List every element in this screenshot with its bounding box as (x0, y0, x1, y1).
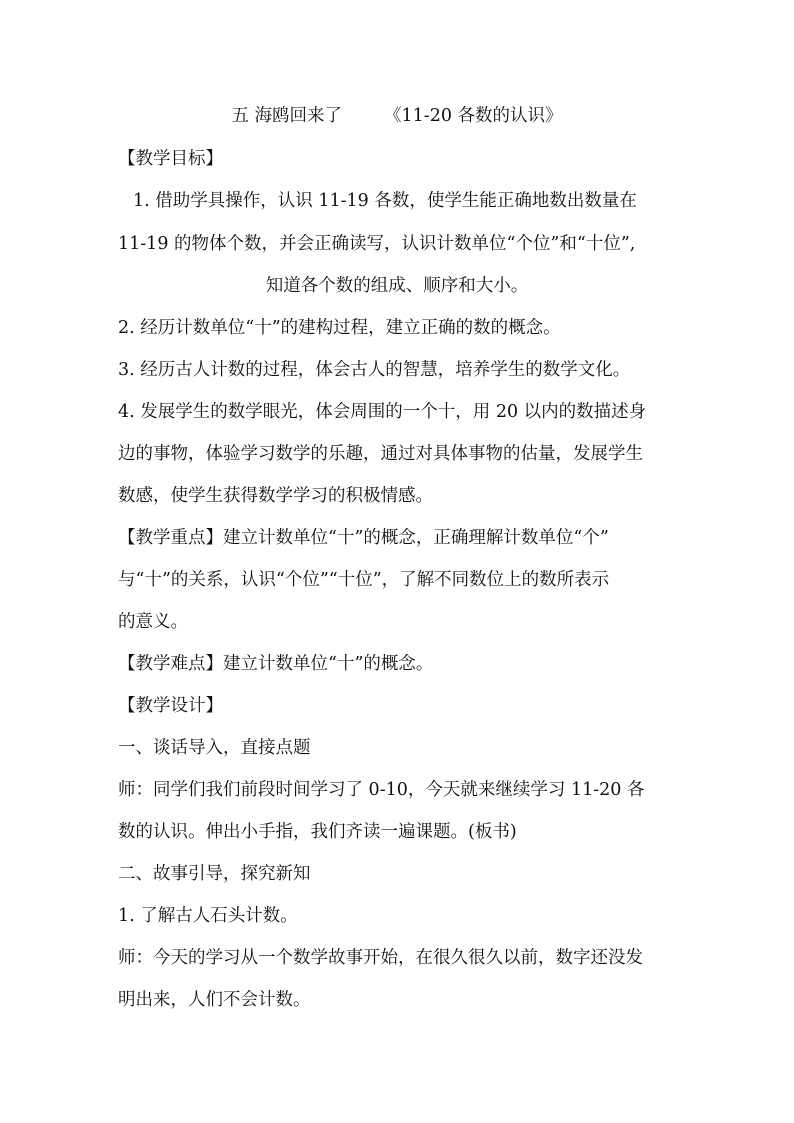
part-1-line-1: 师：同学们我们前段时间学习了 0-10，今天就来继续学习 11-20 各 (118, 780, 645, 800)
objective-3: 3. 经历古人计数的过程，体会古人的智慧，培养学生的数学文化。 (118, 360, 631, 380)
objective-1-line-3: 知道各个数的组成、顺序和大小。 (265, 276, 529, 296)
part-1-heading: 一、谈话导入，直接点题 (118, 738, 311, 758)
difficulty-point: 【教学难点】建立计数单位“十”的概念。 (118, 654, 434, 674)
objective-4-line-1: 4. 发展学生的数学眼光，体会周围的一个十，用 20 以内的数描述身 (118, 402, 647, 422)
design-heading: 【教学设计】 (118, 696, 223, 716)
part-1-line-2: 数的认识。伸出小手指，我们齐读一遍课题。(板书) (118, 822, 517, 842)
key-point-line-3: 的意义。 (118, 612, 188, 632)
title-unit: 五 海鸥回来了 (231, 106, 343, 126)
objective-4-line-2: 边的事物，体验学习数学的乐趣，通过对具体事物的估量，发展学生 (118, 444, 643, 464)
objective-1-line-1: 1. 借助学具操作，认识 11-19 各数，使学生能正确地数出数量在 (133, 191, 637, 211)
part-2-heading: 二、故事引导，探究新知 (118, 864, 311, 884)
objectives-heading: 【教学目标】 (118, 149, 223, 169)
key-point-line-2: 与“十”的关系，认识“个位”“十位”，了解不同数位上的数所表示 (118, 570, 610, 590)
objective-4-line-3: 数感，使学生获得数学学习的积极情感。 (118, 486, 433, 506)
title-lesson: 《11-20 各数的认识》 (384, 106, 563, 126)
part-2-line-2: 明出来，人们不会计数。 (118, 990, 311, 1010)
part-2-line-1: 师：今天的学习从一个数学故事开始，在很久很久以前，数字还没发 (118, 948, 643, 968)
document-title (0, 104, 794, 128)
objective-2: 2. 经历计数单位“十”的建构过程，建立正确的数的概念。 (118, 318, 561, 338)
key-point-line-1: 【教学重点】建立计数单位“十”的概念，正确理解计数单位“个” (118, 528, 609, 548)
objective-1-line-2: 11-19 的物体个数，并会正确读写，认识计数单位“个位”和“十位”, (118, 234, 636, 254)
part-2-item-1: 1. 了解古人石头计数。 (118, 906, 298, 926)
